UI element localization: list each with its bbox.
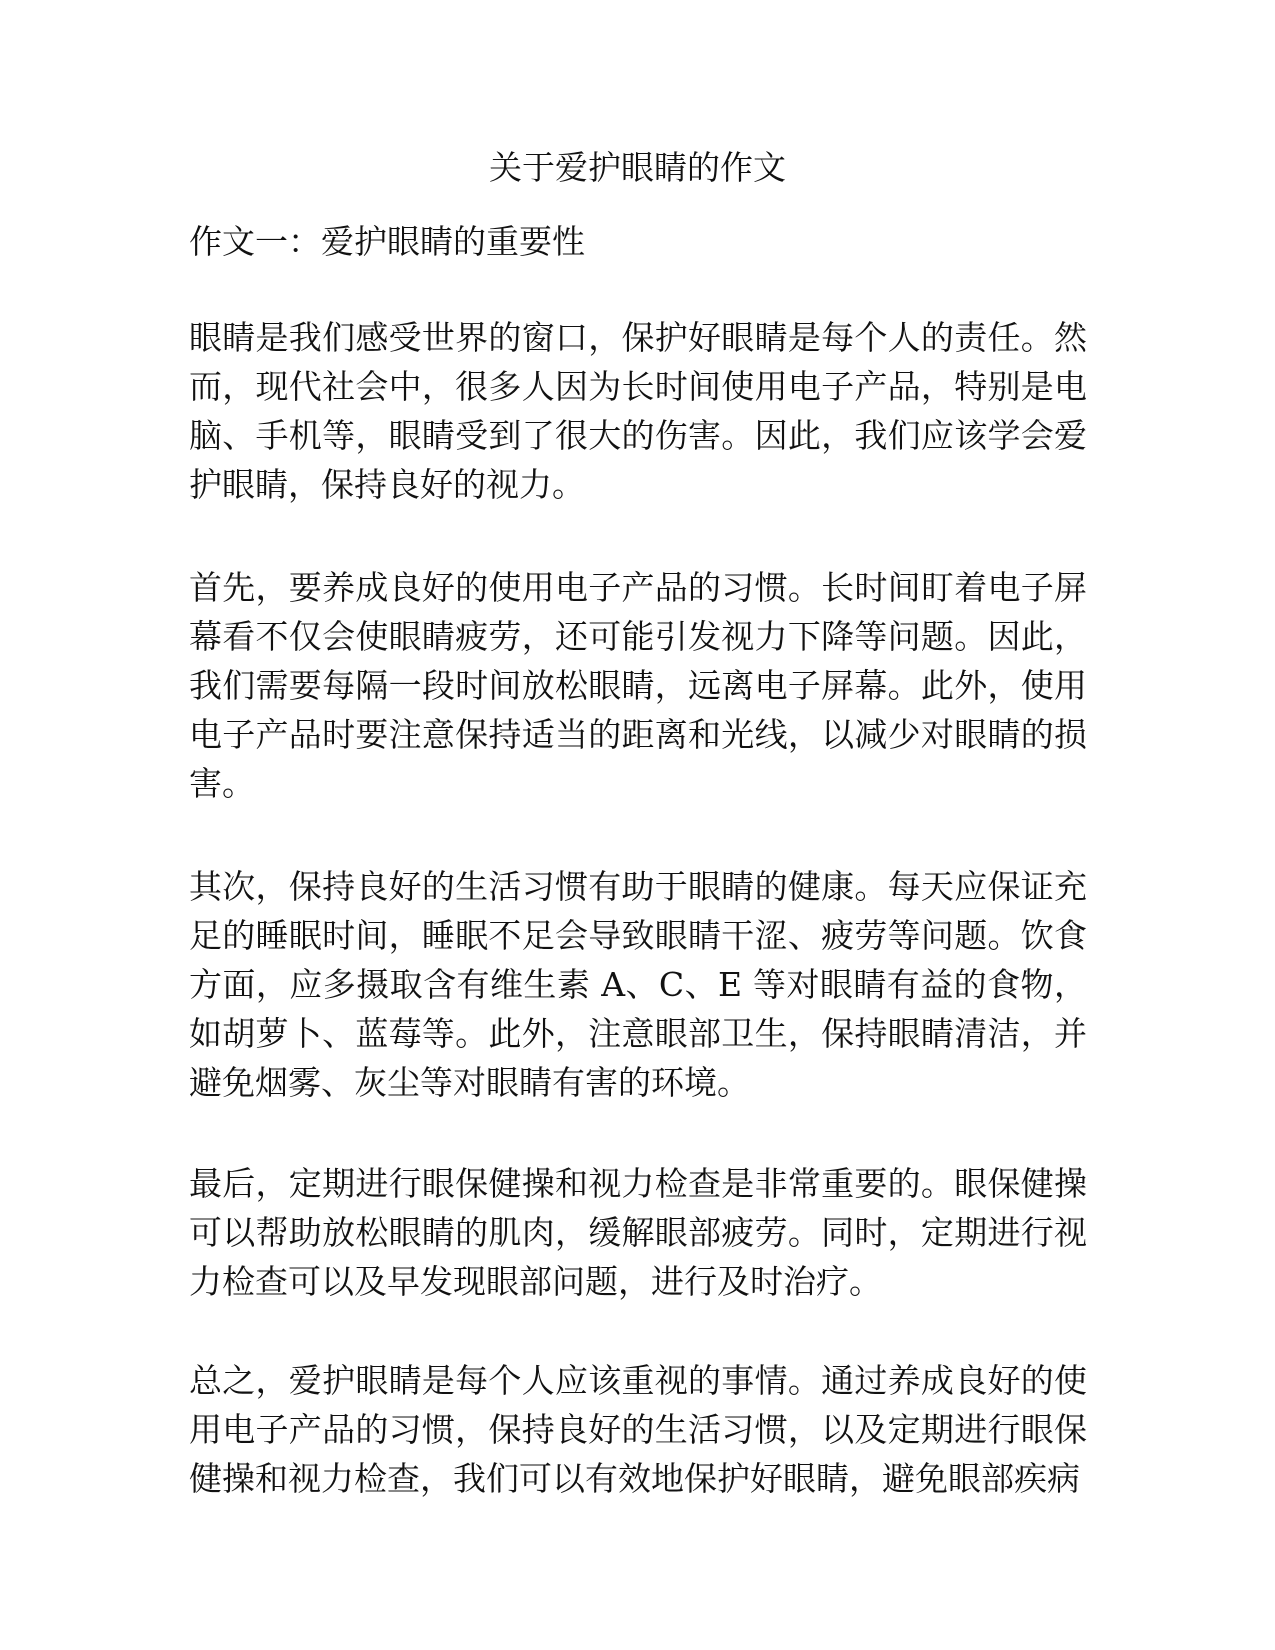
- paragraph-second: 其次，保持良好的生活习惯有助于眼睛的健康。每天应保证充足的睡眠时间，睡眠不足会导致眼睛干涩、疲劳等问题。饮食方面，应多摄取含有维生素 A、C、E 等对眼睛有益的食物，如胡萝卜、蓝莓等。此外，注意眼部卫生，保持眼睛清洁，并避免烟雾、灰尘等对眼睛有害的环境。: [189, 867, 1087, 1102]
- document-title: 关于爱护眼睛的作文: [489, 148, 786, 187]
- paragraph-first: 首先，要养成良好的使用电子产品的习惯。长时间盯着电子屏幕看不仅会使眼睛疲劳，还可能引发视力下降等问题。因此，我们需要每隔一段时间放松眼睛，远离电子屏幕。此外，使用电子产品时要注意保持适当的距离和光线，以减少对眼睛的损害。: [189, 568, 1087, 803]
- paragraph-last: 最后，定期进行眼保健操和视力检查是非常重要的。眼保健操可以帮助放松眼睛的肌肉，缓解眼部疲劳。同时，定期进行视力检查可以及早发现眼部问题，进行及时治疗。: [189, 1164, 1087, 1301]
- paragraph-intro: 眼睛是我们感受世界的窗口，保护好眼睛是每个人的责任。然而，现代社会中，很多人因为长时间使用电子产品，特别是电脑、手机等，眼睛受到了很大的伤害。因此，我们应该学会爱护眼睛，保持良好的视力。: [189, 318, 1087, 504]
- paragraph-conclusion: 总之，爱护眼睛是每个人应该重视的事情。通过养成良好的使用电子产品的习惯，保持良好的生活习惯，以及定期进行眼保健操和视力检查，我们可以有效地保护好眼睛，避免眼部疾病: [189, 1361, 1087, 1498]
- essay-heading: 作文一：爱护眼睛的重要性: [189, 222, 585, 261]
